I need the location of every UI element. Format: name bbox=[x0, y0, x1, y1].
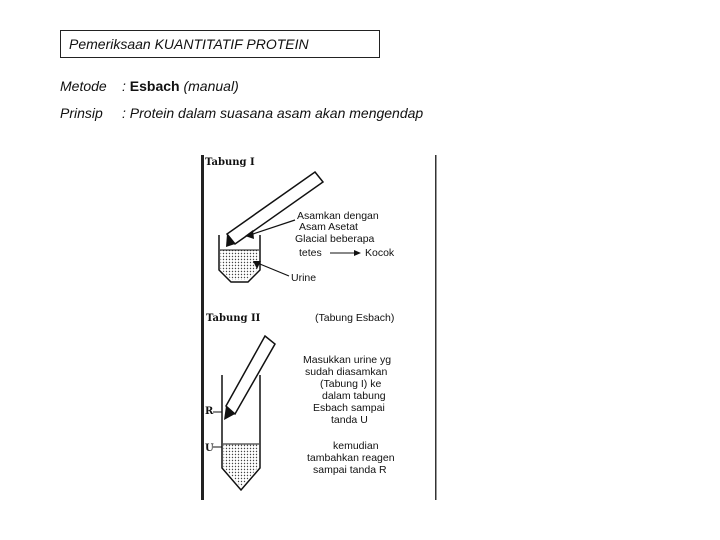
tube-1-shake-text: Kocok bbox=[365, 247, 395, 259]
tube-2-next-line: kemudian bbox=[333, 440, 379, 452]
tube-2-instruction-line: tanda U bbox=[331, 414, 368, 426]
tube-1-label: Tabung I bbox=[205, 157, 255, 168]
esbach-diagram bbox=[195, 150, 450, 500]
tube-2-instruction-line: sudah diasamkan bbox=[305, 366, 388, 378]
principle-separator: : bbox=[122, 105, 126, 121]
tube-2-instruction-line: dalam tabung bbox=[322, 390, 386, 402]
pipette-2 bbox=[226, 336, 275, 414]
tube-1-urine-fill bbox=[221, 250, 259, 280]
tube-1-instruction-line: Asamkan dengan bbox=[297, 210, 379, 222]
principle-line bbox=[60, 105, 423, 121]
urine-label: Urine bbox=[291, 272, 317, 284]
mark-r: R bbox=[205, 406, 214, 417]
mark-u: U bbox=[205, 443, 214, 454]
left-border-line bbox=[201, 155, 204, 500]
method-detail: (manual) bbox=[183, 78, 239, 94]
tube-2-caption: (Tabung Esbach) bbox=[315, 312, 395, 324]
page-title: Pemeriksaan KUANTITATIF PROTEIN bbox=[60, 30, 380, 58]
tube-1-instruction-line: Glacial beberapa bbox=[295, 233, 375, 245]
method-label: Metode bbox=[60, 78, 107, 94]
esbach-figure bbox=[195, 150, 450, 500]
tube-2-urine-fill bbox=[224, 444, 259, 487]
tube-2-next-line: sampai tanda R bbox=[313, 464, 387, 476]
tube-2-label: Tabung II bbox=[206, 313, 261, 324]
right-border-line bbox=[435, 155, 437, 500]
tube-2-next-line: tambahkan reagen bbox=[307, 452, 395, 464]
tube-1-drops-text: tetes bbox=[299, 247, 322, 259]
tube-2-instruction-line: (Tabung I) ke bbox=[320, 378, 382, 390]
method-separator: : bbox=[122, 78, 126, 94]
shake-arrow-head bbox=[354, 250, 361, 256]
method-name: Esbach bbox=[129, 78, 180, 94]
tube-1-instruction-line: Asam Asetat bbox=[299, 221, 358, 233]
tube-2-instruction-line: Masukkan urine yg bbox=[303, 354, 392, 366]
tube-2-instruction-line: Esbach sampai bbox=[313, 402, 385, 414]
method-line bbox=[60, 78, 239, 94]
principle-text: Protein dalam suasana asam akan mengendap bbox=[129, 105, 424, 121]
principle-label: Prinsip bbox=[60, 105, 103, 121]
